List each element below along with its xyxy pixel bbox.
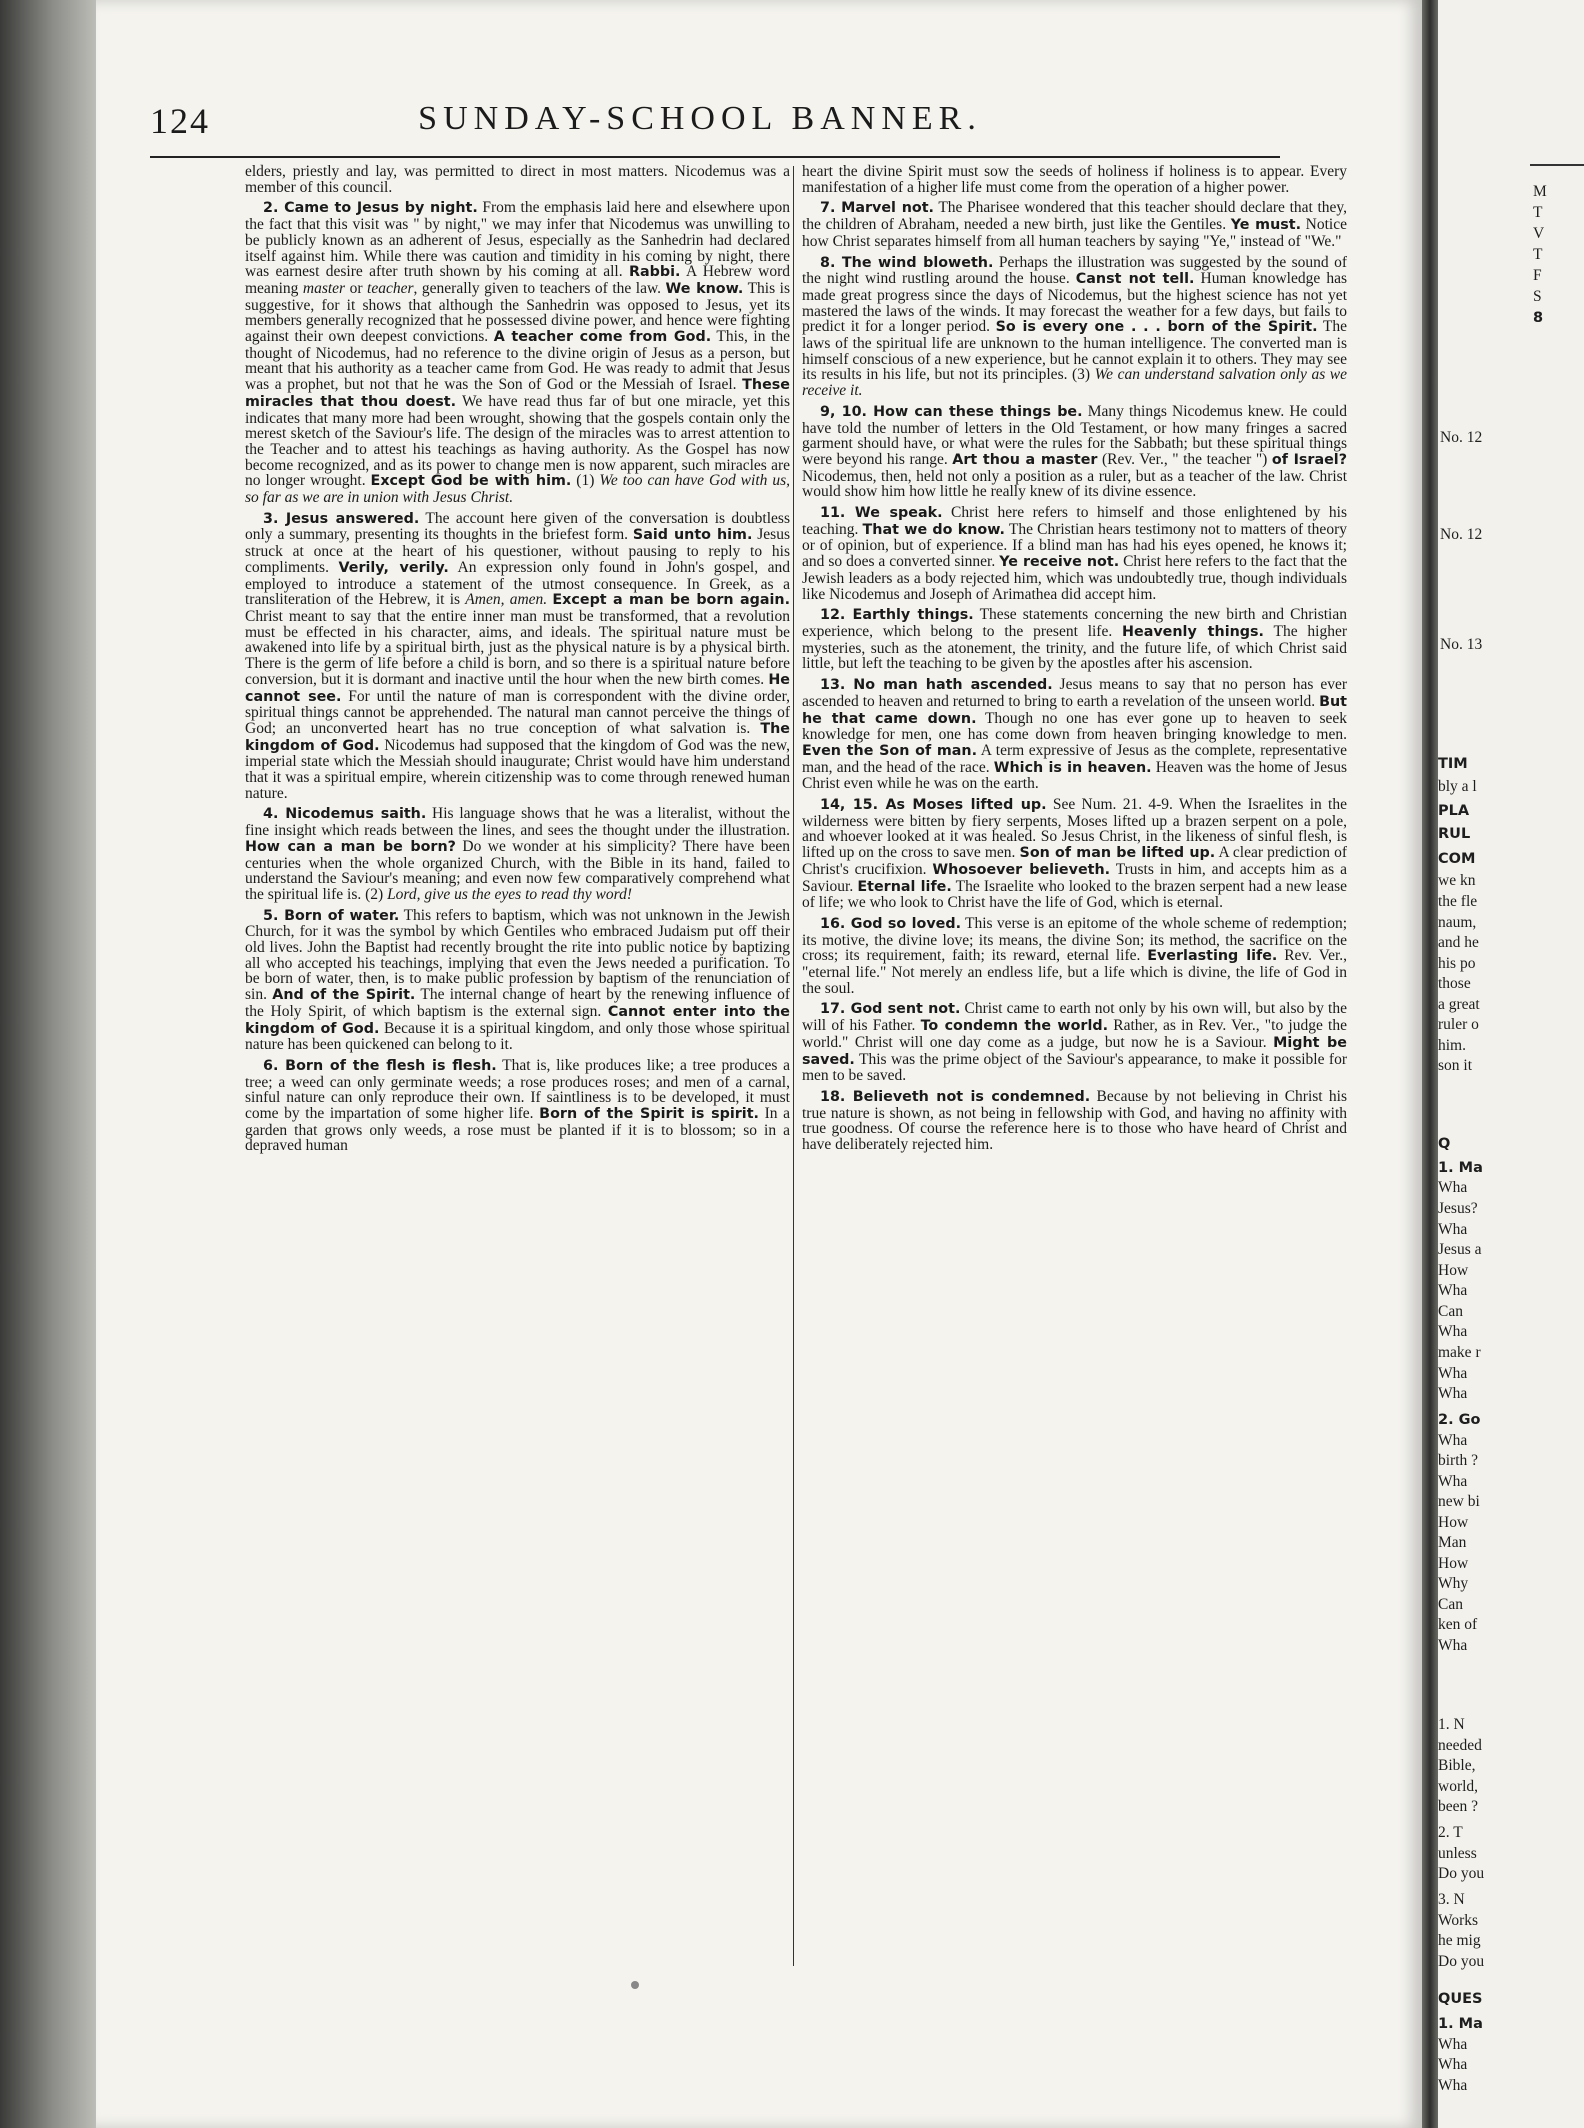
body-text: We have read thus far of but one miracle, yet this indicates that many more had been wrought, showing that the gospels contain only the merest sketch of the Saviour's life. The design of the miracles was to arrest attention to the Teacher and to attest his teachings as having authority. As the Gospel has now become recognized, and as its power to change men is now apparent, such miracles are no longer wrought. — [245, 392, 790, 490]
right-page-line: Works — [1438, 1912, 1479, 1929]
right-page-line: Q — [1438, 1136, 1451, 1152]
paragraph — [245, 200, 790, 505]
bold-lemma: 5. Born of water. — [263, 907, 400, 924]
right-page-rule — [1530, 164, 1584, 166]
bold-lemma: 17. God sent not. — [820, 1001, 961, 1018]
bold-lemma: To condemn the world. — [920, 1018, 1109, 1035]
right-page-line: 1. N — [1438, 1716, 1465, 1733]
body-text: Many things Nicodemus knew. He could have told the number of letters in the Old Testament, or how many fringes a sacred garment should have, or what were the rules for the Sabbath; but these spiritual things were beyond his range. — [802, 402, 1347, 468]
body-text: or — [345, 279, 368, 297]
bold-lemma: And of the Spirit. — [272, 987, 416, 1004]
right-page-line: 8 — [1533, 310, 1544, 326]
bold-lemma: 6. Born of the flesh is flesh. — [263, 1057, 497, 1074]
bold-lemma: So is every one . . . born of the Spirit. — [995, 319, 1318, 336]
page-number: 124 — [150, 101, 210, 141]
bold-lemma: of Israel? — [1271, 451, 1347, 468]
bold-lemma: Whosoever believeth. — [932, 861, 1111, 878]
bold-lemma: These miracles that thou doest. — [245, 377, 790, 410]
body-text: Notice how Christ separates himself from all human teachers by saying "Ye," instead of "We." — [802, 216, 1347, 250]
right-page-line: Bible, — [1438, 1757, 1476, 1774]
paragraph — [245, 806, 790, 902]
paragraph — [245, 511, 790, 802]
right-page-line: 1. Ma — [1438, 1160, 1483, 1176]
paragraph — [802, 164, 1347, 195]
right-page-line: Wha — [1438, 1432, 1468, 1449]
bold-lemma: Might be saved. — [802, 1034, 1347, 1068]
right-page-line: ken of — [1438, 1616, 1478, 1633]
right-page-line: M — [1533, 183, 1547, 200]
bold-lemma: Cannot enter into the kingdom of God. — [245, 1003, 790, 1037]
body-text: The Pharisee wondered that this teacher should declare that they, the children of Abraham, needed a new birth, just like the Gentiles. — [802, 199, 1347, 234]
bold-lemma: We know. — [665, 280, 744, 297]
body-text: Rev. Ver., "eternal life." Not merely an endless life, but a life which is divine, the life of God in the soul. — [802, 947, 1347, 997]
body-text: Nicodemus had supposed that the kingdom of God was the new, imperial state which the Messiah should inaugurate; Christ would have him understand that it was a spiritual empire, wherein citizenship was to come through renewed human nature. — [245, 736, 790, 802]
italic-text: We too can have God with us, so far as we are in union with Jesus Christ. — [245, 472, 790, 507]
right-page-line: Can — [1438, 1596, 1463, 1613]
body-text: Jesus means to say that no person has ever ascended to heaven and returned to bring to earth a revelation of the unseen world. — [802, 676, 1347, 710]
right-page-line: Jesus? — [1438, 1200, 1478, 1217]
body-text: That is, like produces like; a tree produces a tree; a weed can only germinate weeds; a rose produces roses; and men of a carnal, sinful nature can only reproduce their own. If saintliness is to be developed, it must come by the impartation of some higher life. — [245, 1056, 790, 1123]
right-page-line: TIM — [1438, 756, 1468, 772]
paragraph — [802, 1001, 1347, 1084]
left-text-column — [245, 164, 790, 1964]
right-page-line: T — [1533, 204, 1543, 221]
bold-lemma: A teacher come from God. — [493, 329, 712, 346]
body-text: For until the nature of man is correspondent with the divine order, spiritual things cannot be apprehended. The natural man cannot perceive the things of God; an unconverted heart has no true conception of what salvation is. — [245, 687, 790, 737]
body-text: This, in the thought of Nicodemus, had no reference to the divine origin of Jesus as a person, but meant that his authority as a teacher came from God. He was ready to admit that Jesus was a prophet, but not that he was the Son of God or the Messiah of Israel. — [245, 328, 790, 394]
body-text: Because by not believing in Christ his true nature is shown, as not being in fellowship with God, and having no affinity with true goodness. Of course the reference here is to those who have heard of Christ and have deliberately rejected him. — [802, 1087, 1347, 1154]
right-page-line: 2. Go — [1438, 1412, 1481, 1428]
italic-text: We can understand salvation only as we receive it. — [802, 366, 1347, 400]
body-text: A clear prediction of Christ's crucifixion. — [802, 844, 1347, 878]
bold-lemma: 8. The wind bloweth. — [820, 254, 994, 271]
paragraph — [802, 916, 1347, 997]
body-text: This verse is an epitome of the whole scheme of redemption; its motive, the divine love; its means, the divine Son; its method, the sacrifice on the cross; its requirement, faith; its reward, eternal life. — [802, 914, 1347, 965]
bold-lemma: That we do know. — [862, 521, 1005, 538]
right-page-line: him. — [1438, 1037, 1466, 1054]
body-text: Heaven was the home of Jesus Christ even while he was on the earth. — [802, 758, 1347, 793]
right-page-line: bly a l — [1438, 778, 1477, 795]
right-page-line: Do you — [1438, 1865, 1485, 1882]
running-title: SUNDAY-SCHOOL BANNER. — [418, 100, 982, 137]
column-divider — [793, 166, 794, 1966]
right-page-line: Wha — [1438, 2077, 1468, 2094]
right-page-line: unless — [1438, 1845, 1477, 1862]
body-text: Nicodemus, then, held not only a position as a ruler, but as a teacher of the law. Christ would show him how little he really knew of its divine essence. — [802, 467, 1347, 501]
body-text: Christ here refers to the fact that the Jewish leaders as a body rejected him, which was undoubtedly true, though individuals like Nicodemus and Joseph of Arimathea did accept him. — [802, 553, 1347, 603]
bold-lemma: Except God be with him. — [370, 473, 572, 490]
right-page-line: Wha — [1438, 1323, 1468, 1340]
body-text: The account here given of the conversation is doubtless only a summary, presenting its thoughts in the briefest form. — [245, 509, 790, 544]
body-text: This refers to baptism, which was not unknown in the Jewish Church, for it was the symbol by which Gentiles who embraced Judaism put off their old lives. John the Baptist had recently brought the rite into public notice by baptizing all who accepted his teachings, implying that even the Jews needed a purification. To be born of water, then, is to make public profession by baptism of the renunciation of sin. — [245, 906, 790, 1004]
right-page-line: Wha — [1438, 1473, 1468, 1490]
body-text: (Rev. Ver., " the teacher ") — [1097, 450, 1272, 468]
right-page-line: Man — [1438, 1534, 1467, 1551]
right-page-line: T — [1533, 246, 1543, 263]
bold-lemma: Son of man be lifted up. — [1019, 845, 1216, 862]
right-page-line: make r — [1438, 1344, 1481, 1361]
paragraph — [245, 164, 790, 195]
body-text: Jesus struck at once at the heart of his questioner, without pausing to reply to his compliments. — [245, 526, 790, 576]
right-page-line: No. 12 — [1440, 429, 1483, 446]
right-page-line: How — [1438, 1555, 1469, 1572]
right-page-line: been ? — [1438, 1798, 1479, 1815]
right-page-line: Wha — [1438, 1221, 1468, 1238]
right-page-line: No. 12 — [1440, 526, 1483, 543]
right-page-line: Wha — [1438, 1385, 1468, 1402]
body-text: From the emphasis laid here and elsewhere upon the fact that this visit was " by night," we may infer that Nicodemus was unwilling to be publicly known as an adherent of Jesus, especially as the Sanhedrin had declared itself against him. While there was caution and timidity in his coming by night, there was earnest desire after truth shown by his coming at all. — [245, 199, 790, 281]
body-text: A term expressive of Jesus as the complete, representative man, and the head of the race. — [802, 741, 1347, 776]
bold-lemma: 13. No man hath ascended. — [820, 677, 1053, 694]
italic-text: Lord, give us the eyes to read thy word! — [387, 885, 633, 903]
body-text: Human knowledge has made great progress since the days of Nicodemus, but the highest science has not yet mastered the laws of the winds. It may forecast the weather for a few days, but fails to predict it for a longer period. — [802, 270, 1347, 336]
bold-lemma: 16. God so loved. — [820, 915, 962, 932]
paragraph — [802, 255, 1347, 399]
body-text: heart the divine Spirit must sow the seeds of holiness if holiness is to appear. Every manifestation of a higher life must come from the operation of a higher power. — [802, 164, 1347, 196]
bold-lemma: Canst not tell. — [1075, 271, 1195, 288]
body-text: Christ here refers to himself and those enlightened by his teaching. — [802, 504, 1347, 538]
body-text: Because it is a spiritual kingdom, and only those whose spiritual nature has been quickened can belong to it. — [245, 1019, 790, 1054]
right-page-line: Wha — [1438, 1179, 1468, 1196]
bold-lemma: Which is in heaven. — [993, 759, 1152, 776]
right-page-line: Wha — [1438, 1637, 1468, 1654]
bold-lemma: But he that came down. — [802, 693, 1347, 727]
bold-lemma: Even the Son of man. — [802, 742, 978, 759]
paragraph — [802, 797, 1347, 911]
body-text: A Hebrew word meaning — [245, 263, 790, 297]
body-text: elders, priestly and lay, was permitted to direct in most matters. Nicodemus was a member of this council. — [245, 164, 790, 196]
body-text: His language shows that he was a literalist, without the fine insight which reads between the lines, and sees the thought under the illustration. — [245, 805, 790, 840]
body-text: (1) — [571, 472, 600, 490]
italic-text: Amen, amen. — [465, 591, 548, 609]
body-text: The laws of the spiritual life are unknown to the human intelligence. The converted man is himself conscious of a new experience, but he cannot explain it to others. They may see its results in his life, but not its principles. (3) — [802, 318, 1347, 384]
body-text: Christ came to earth not only by his own will, but also by the will of his Father. — [802, 1000, 1347, 1035]
body-text: Trusts in him, and accepts him as a Saviour. — [802, 860, 1347, 895]
paragraph — [245, 908, 790, 1053]
bold-lemma: 12. Earthly things. — [820, 607, 974, 624]
right-page-line: those — [1438, 975, 1471, 992]
right-page-fragment — [1438, 0, 1584, 2128]
right-page-line: F — [1533, 267, 1542, 284]
right-page-line: his po — [1438, 955, 1476, 972]
right-page-line: QUES — [1438, 1991, 1483, 2007]
body-text: Do we wonder at his simplicity? There have been centuries when the whole organized Church, with the Bible in its hand, failed to understand the Saviour's meaning; and even now few comparatively comprehend what the spiritual life is. (2) — [245, 837, 790, 903]
bold-lemma: Ye receive not. — [999, 554, 1120, 571]
right-page-line: Wha — [1438, 1365, 1468, 1382]
right-page-line: Wha — [1438, 1282, 1468, 1299]
bold-lemma: How can a man be born? — [245, 838, 456, 855]
body-text: The higher mysteries, such as the atonement, the trinity, and the future life, of which Christ said little, but left the teaching to be given by the apostles after his ascension. — [802, 622, 1347, 673]
right-page-line: the fle — [1438, 893, 1478, 910]
bold-lemma: Verily, verily. — [338, 559, 449, 576]
bold-lemma: Eternal life. — [857, 878, 952, 895]
right-page-line: Can — [1438, 1303, 1463, 1320]
right-page-line: COM — [1438, 851, 1476, 867]
bold-lemma: Born of the Spirit is spirit. — [539, 1106, 759, 1123]
right-page-line: a great — [1438, 996, 1480, 1013]
right-text-column — [802, 164, 1347, 1964]
body-text: Rather, as in Rev. Ver., "to judge the world." Christ will one day come as a judge, but now he is a Saviour. — [802, 1017, 1347, 1051]
bold-lemma: He cannot see. — [245, 671, 790, 705]
right-page-line: 3. N — [1438, 1891, 1465, 1908]
body-text: This was the prime object of the Saviour's appearance, to make it possible for men to be saved. — [802, 1050, 1347, 1085]
right-page-line: world, — [1438, 1778, 1479, 1795]
bold-lemma: 3. Jesus answered. — [263, 510, 420, 527]
bold-lemma: 7. Marvel not. — [820, 200, 934, 217]
body-text: The internal change of heart by the renewing influence of the Holy Spirit, of which baptism is the external sign. — [245, 986, 790, 1020]
right-page-line: V — [1533, 225, 1545, 242]
bold-lemma: 9, 10. How can these things be. — [820, 403, 1083, 420]
right-page-line: birth ? — [1438, 1452, 1479, 1469]
bold-lemma: The kingdom of God. — [245, 720, 790, 754]
body-text: An expression only found in John's gospel, and employed to introduce a statement of the utmost consequence. In Greek, as a transliteration of the Hebrew, it is — [245, 558, 790, 609]
bold-lemma: Except a man be born again. — [552, 592, 790, 609]
bold-lemma: 14, 15. As Moses lifted up. — [820, 797, 1047, 814]
body-text: The Israelite who looked to the brazen serpent had a new lease of life; we who look to Christ have the life of God, which is eternal. — [802, 877, 1347, 912]
bold-lemma: Said unto him. — [632, 527, 753, 544]
bold-lemma: Rabbi. — [628, 264, 681, 281]
body-text: Though no one has ever gone up to heaven to seek knowledge for men, one has come down from heaven bringing knowledge to men. — [802, 709, 1347, 744]
right-page-line: S — [1533, 288, 1542, 305]
body-text: , generally given to teachers of the law. — [413, 279, 666, 297]
body-text: See Num. 21. 4-9. When the Israelites in the wilderness were bitten by fiery serpents, Moses lifted up a brazen serpent on a pole, and whoever looked at it was healed. So Jesus Christ, in the likeness of sinful flesh, is lifted up on the cross to save men. — [802, 796, 1347, 862]
right-page-line: naum, — [1438, 914, 1477, 931]
right-page-line: PLA — [1438, 803, 1470, 819]
book-gutter-shadow — [0, 0, 96, 2128]
book-spine — [1422, 0, 1438, 2128]
right-page-line: he mig — [1438, 1932, 1481, 1949]
right-page-line: Wha — [1438, 2056, 1468, 2073]
ink-speck — [631, 1981, 639, 1989]
right-page-line: we kn — [1438, 872, 1476, 889]
italic-text: teacher — [367, 279, 414, 297]
bold-lemma: Heavenly things. — [1122, 623, 1264, 640]
right-page-line: new bi — [1438, 1493, 1480, 1510]
body-text: Christ meant to say that the entire inner man must be transformed, that a revolution must be effected in his character, aims, and ideals. The spiritual nature must be awakened into life by a spiritual birth, just as the physical nature is by a physical birth. There is the germ of life before a child is born, and so there is a spiritual nature before conversion, but it is dormant and inactive until the hour when the new birth comes. — [245, 607, 790, 688]
right-page-line: How — [1438, 1514, 1469, 1531]
right-page-line: Do you — [1438, 1953, 1485, 1970]
header-rule — [150, 156, 1280, 158]
right-page-line: 1. Ma — [1438, 2016, 1483, 2032]
paragraph — [802, 607, 1347, 672]
right-page-line: Jesus a — [1438, 1241, 1482, 1258]
body-text: Perhaps the illustration was suggested by the sound of the night wind rustling around the house. — [802, 253, 1347, 288]
body-text: The Christian hears testimony not to matters of theory or of opinion, but of experience. If a blind man has had his eyes opened, he knows it; and so does a converted sinner. — [802, 520, 1347, 571]
right-page-line: Why — [1438, 1575, 1469, 1592]
bold-lemma: Everlasting life. — [1147, 948, 1278, 965]
body-text: In a garden that grows only weeds, a rose must be planted if it is to blossom; so in a depraved human — [245, 1105, 790, 1155]
bold-lemma: Ye must. — [1230, 217, 1302, 234]
paragraph — [802, 404, 1347, 500]
body-text: This is suggestive, for it shows that although the Sanhedrin was opposed to Jesus, yet its members generally recognized that he possessed divine power, and hence were fighting against their own deepest convictions. — [245, 279, 790, 346]
paragraph — [802, 505, 1347, 602]
bold-lemma: 18. Believeth not is condemned. — [820, 1088, 1091, 1105]
right-page-line: Wha — [1438, 2036, 1468, 2053]
right-page-line: and he — [1438, 934, 1479, 951]
right-page-line: No. 13 — [1440, 636, 1483, 653]
right-page-line: 2. T — [1438, 1824, 1463, 1841]
paragraph — [245, 1058, 790, 1154]
bold-lemma: Art thou a master — [952, 451, 1098, 468]
body-text: These statements concerning the new birth and Christian experience, which belong to the present life. — [802, 606, 1347, 640]
bold-lemma: 11. We speak. — [820, 505, 943, 522]
right-page-line: ruler o — [1438, 1016, 1479, 1033]
right-page-line: son it — [1438, 1057, 1473, 1074]
page-header — [150, 100, 1100, 150]
bold-lemma: 2. Came to Jesus by night. — [263, 200, 478, 217]
italic-text: master — [302, 279, 346, 297]
right-page-line: RUL — [1438, 826, 1471, 842]
bold-lemma: 4. Nicodemus saith. — [263, 806, 427, 823]
right-page-line: needed — [1438, 1737, 1482, 1754]
right-page-line: How — [1438, 1262, 1469, 1279]
paragraph — [802, 677, 1347, 792]
paragraph — [802, 200, 1347, 249]
paragraph — [802, 1089, 1347, 1153]
